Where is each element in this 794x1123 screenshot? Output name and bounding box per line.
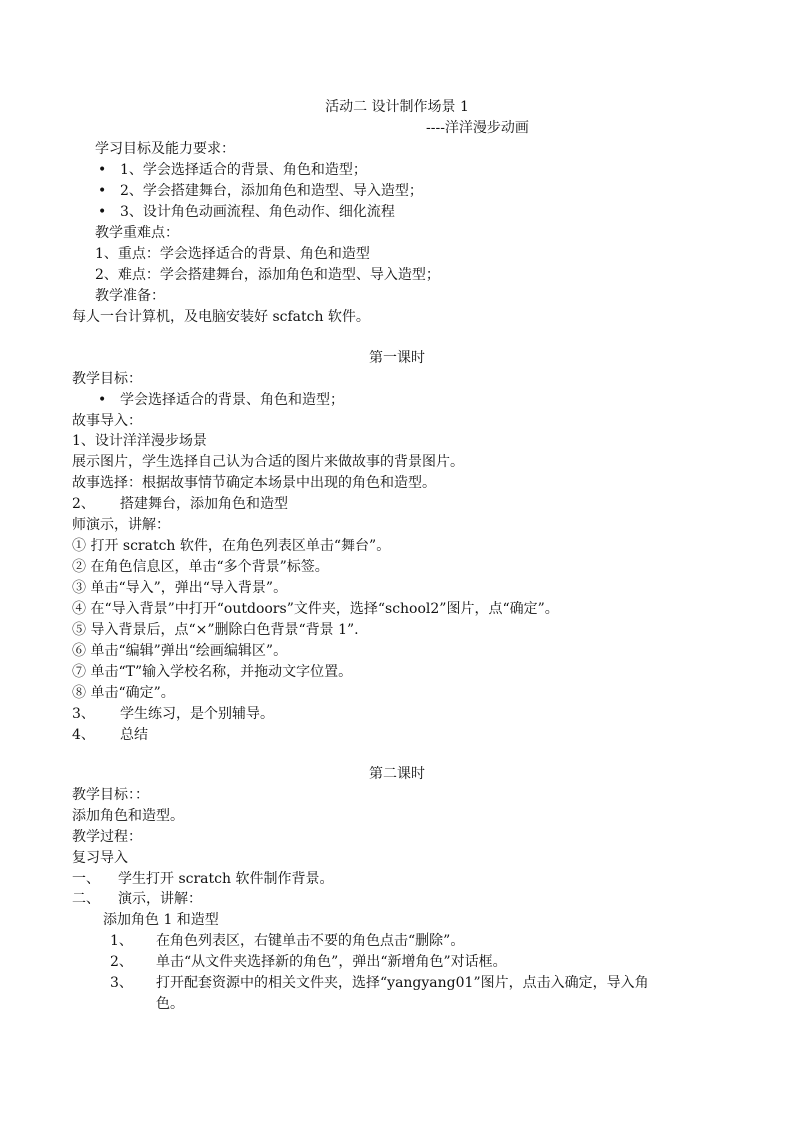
story-text: 故事选择：根据故事情节确定本场景中出现的角色和造型。 [72, 475, 436, 491]
demo-step: ③ 单击“导入”，弹出“导入背景”。 [72, 580, 288, 596]
sub-step-number: 1、 [110, 933, 133, 949]
step-text: 学生练习，是个别辅导。 [120, 706, 274, 722]
bullet-icon: • [98, 392, 107, 408]
step-text: 总结 [120, 727, 148, 743]
sub-step [110, 952, 507, 973]
lesson1-title: 第一课时 [369, 350, 425, 366]
key-point-item: 2、难点：学会搭建舞台，添加角色和造型、导入造型； [95, 267, 440, 283]
key-point-item: 1、重点：学会选择适合的背景、角色和造型 [95, 246, 370, 262]
step3-line [72, 704, 274, 725]
goals-heading: 学习目标及能力要求： [95, 141, 235, 157]
bullet-icon: • [98, 204, 107, 220]
step-number: 3、 [72, 706, 95, 722]
goal-text: 1、学会选择适合的背景、角色和造型； [120, 162, 367, 178]
goal-text: 2、学会搭建舞台，添加角色和造型、导入造型； [120, 183, 423, 199]
prep-heading: 教学准备： [95, 288, 165, 304]
bullet-icon: • [98, 162, 107, 178]
key-points-heading: 教学重难点： [95, 225, 179, 241]
goal-text: 3、设计角色动画流程、角色动作、细化流程 [120, 204, 395, 220]
goal-item [98, 202, 395, 223]
sub-step [110, 973, 649, 994]
sub-step-continuation: 色。 [156, 996, 184, 1012]
show-text: 展示图片，学生选择自己认为合适的图片来做故事的背景图片。 [72, 454, 464, 470]
sub-step-text: 打开配套资源中的相关文件夹，选择“yangyang01”图片，点击入确定，导入角 [156, 975, 649, 991]
demo-step: ④ 在“导入背景”中打开“outdoors”文件夹，选择“school2”图片，点“确定”。 [72, 601, 559, 617]
bullet-icon: • [98, 183, 107, 199]
step-text: 搭建舞台，添加角色和造型 [120, 496, 288, 512]
demo-step: ① 打开 scratch 软件，在角色列表区单击“舞台”。 [72, 538, 391, 554]
document-title: 活动二 设计制作场景 1 [325, 99, 469, 115]
demo-step: ⑥ 单击“编辑”弹出“绘画编辑区”。 [72, 643, 288, 659]
step-number: 2、 [72, 496, 95, 512]
sub-step-number: 3、 [110, 975, 133, 991]
process-heading: 教学过程： [72, 829, 142, 845]
lesson2-goal-text: 添加角色和造型。 [72, 808, 184, 824]
sub-step-number: 2、 [110, 954, 133, 970]
part-number: 一、 [72, 871, 100, 887]
goal-item [98, 181, 423, 202]
step2-line [72, 494, 288, 515]
part1-line [72, 869, 333, 890]
demo-step: ⑧ 单击“确定”。 [72, 685, 175, 701]
prep-text: 每人一台计算机，及电脑安装好 scfatch 软件。 [72, 309, 370, 325]
lesson2-goal-heading: 教学目标：： [72, 787, 149, 803]
lesson1-goal-heading: 教学目标： [72, 371, 142, 387]
part2-line [72, 889, 202, 910]
part-text: 演示，讲解： [118, 891, 202, 907]
part-number: 二、 [72, 891, 100, 907]
demo-step: ⑤ 导入背景后，点“×”删除白色背景“背景 1”. [72, 622, 359, 638]
step-number: 4、 [72, 727, 95, 743]
demo-step: ⑦ 单击“T”输入学校名称，并拖动文字位置。 [72, 664, 353, 680]
sub-heading: 添加角色 1 和造型 [103, 912, 219, 928]
sub-step [110, 931, 464, 952]
goal-text: 学会选择适合的背景、角色和造型； [120, 392, 344, 408]
step1-text: 1、设计洋洋漫步场景 [72, 433, 207, 449]
step4-line [72, 725, 148, 746]
goal-item [98, 160, 367, 181]
demo-heading: 师演示，讲解： [72, 517, 170, 533]
review-heading: 复习导入 [72, 850, 128, 866]
part-text: 学生打开 scratch 软件制作背景。 [118, 871, 334, 887]
lesson2-title: 第二课时 [369, 766, 425, 782]
document-subtitle: ----洋洋漫步动画 [426, 120, 529, 136]
sub-step-text: 单击“从文件夹选择新的角色”，弹出“新增角色”对话框。 [156, 954, 507, 970]
demo-step: ② 在角色信息区，单击“多个背景”标签。 [72, 559, 329, 575]
intro-heading: 故事导入： [72, 413, 142, 429]
lesson1-goal-item [98, 390, 344, 411]
sub-step-text: 在角色列表区，右键单击不要的角色点击“删除”。 [156, 933, 465, 949]
